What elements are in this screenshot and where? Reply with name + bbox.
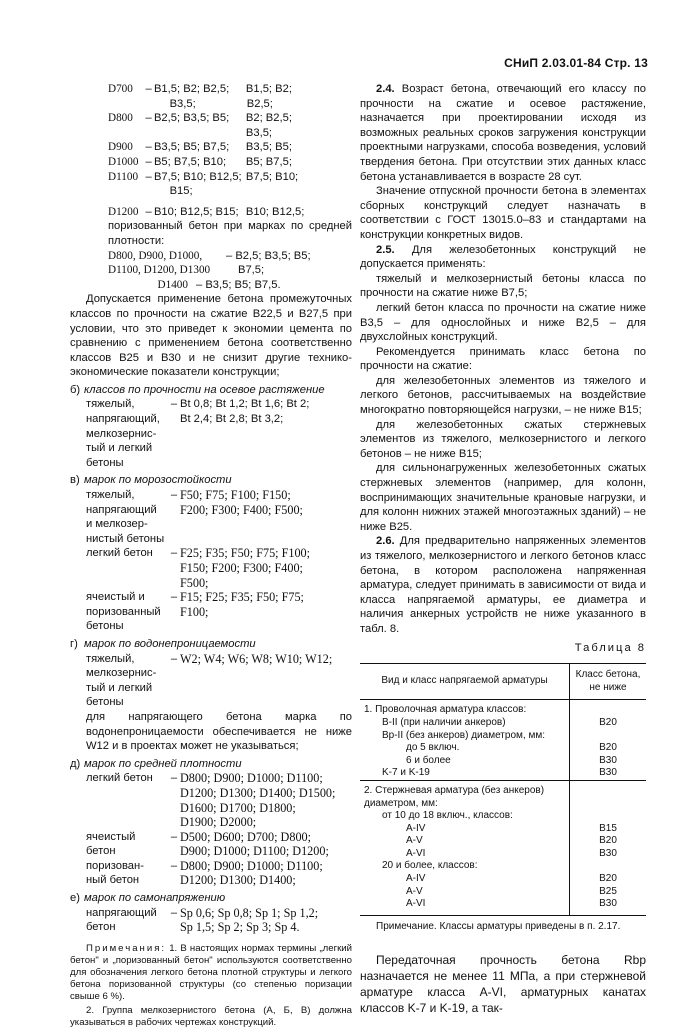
- reinforcement-type: 2. Стержневая арматура (без анкеров) диаметром, мм:: [360, 780, 570, 810]
- concrete-class: [570, 780, 647, 810]
- grade-row: D700 – B1,5; B2; B2,5; B1,5; B2;: [108, 83, 292, 95]
- porous-intro: поризованный бетон при марках по средней плотности:: [108, 220, 352, 247]
- notes-label: Примечания:: [86, 942, 167, 954]
- tensile-classes: тяжелый, – Bt 0,8; Bt 1,2; Bt 1,6; Bt 2; напрягающий, Bt 2,4; Bt 2,8; Bt 3,2; мелкозернис- тый и легкий бетоны: [86, 398, 310, 469]
- reinforcement-type: A-VI: [360, 848, 570, 861]
- table-row: [360, 835, 646, 848]
- list-item-b: б) классов по прочности на осевое растяжение: [70, 383, 325, 396]
- density-grades: легкий бетон – D800; D900; D1000; D1100; D1200; D1300; D1400; D1500; D1600; D1700; D1800; D1900; D2000; ячеистый – D500; D600; D700; D800; бетон D900; D1000; D1100; D1200; поризован- – D800; D900; D1000; D1100; ный бетон D1200; D1300; D1400;: [86, 771, 336, 888]
- paragraph-final: Передаточная прочность бетона Rbp назначается не менее 11 МПа, а при стержневой арматуре класса A-VI, арматурных канатах классов K-7 и K-19, а так-: [360, 953, 646, 1016]
- note-1: 1. В настоящих нормах термины „легкий бетон" и „поризованный бетон" используются соответственно для обозначения легкого бетона плотной структуры и легкого бетона поризованной структуры (со степенью поризации свыше 6 %).: [70, 942, 352, 1002]
- table-row: [360, 742, 646, 755]
- paragraph-2-6: 2.6. Для предварительно напряженных элементов из тяжелого, мелкозернистого и легкого бетонов класс бетона, в котором расположена напряженная арматура, следует принимать в зависимости от вида и класса напрягаемой арматуры, ее диаметра и наличия анкерных устройств не ниже указанного в табл. 8.: [360, 535, 646, 635]
- concrete-class: B30: [599, 767, 617, 779]
- concrete-class: [570, 810, 647, 823]
- table-note: Примечание. Классы арматуры приведены в п. 2.17.: [376, 920, 621, 932]
- reinforcement-type: Bp-II (без анкеров) диаметром, мм:: [360, 730, 570, 743]
- table-header-type: Вид и класс напрягаемой арматуры: [360, 664, 570, 700]
- table-row: [360, 886, 646, 899]
- grade-row: B15;: [169, 185, 193, 198]
- list-item-v: в) марок по морозостойкости: [70, 474, 232, 487]
- table-row: [360, 860, 646, 873]
- porous-grades: D800, D900, D1000, – B2,5; B3,5; B5; D1100, D1200, D1300 B7,5; D1400 – B3,5; B5; B7,5.: [108, 249, 311, 291]
- paragraph-intermediate-classes: Допускается применение бетона промежуточных классов по прочности на сжатие B22,5 и B27,5 при условии, что это приведет к экономии цемента по сравнению с применением бетона соответственно классов B25 и B30 и не снизит другие технико-экономические показатели конструкции;: [70, 293, 352, 379]
- reinforcement-type: A-V: [360, 886, 570, 899]
- water-grades: тяжелый, – W2; W4; W6; W8; W10; W12; мелкозернис- тый и легкий бетоны: [86, 651, 333, 709]
- table-row: [360, 700, 646, 717]
- concrete-class: B30: [570, 898, 647, 915]
- list-item-g: г) марок по водонепроницаемости: [70, 637, 256, 650]
- grade-row: B3,5;: [245, 126, 273, 139]
- concrete-class: B25: [599, 885, 617, 897]
- table-row: [360, 848, 646, 861]
- concrete-class: [570, 860, 647, 873]
- concrete-class: B15: [599, 822, 617, 834]
- table-row: [360, 873, 646, 886]
- left-column: [70, 82, 352, 1029]
- table-title: Таблица 8: [574, 641, 646, 654]
- reinforcement-type: 6 и более: [360, 755, 570, 768]
- table-header-class: Класс бетона, не ниже: [570, 664, 647, 700]
- grade-row: D900 – B3,5; B5; B7,5; B3,5; B5;: [108, 141, 292, 154]
- reinforcement-type: A-VI: [360, 898, 570, 915]
- reinforcement-type: 1. Проволочная арматура классов:: [360, 700, 570, 717]
- reinforcement-type: B-II (при наличии анкеров): [360, 717, 570, 730]
- table-row: [360, 730, 646, 743]
- page-header: СНиП 2.03.01-84 Стр. 13: [504, 56, 648, 70]
- grade-row: D1000 – B5; B7,5; B10; B5; B7,5;: [108, 155, 292, 168]
- paragraph-2-5d: для железобетонных элементов из тяжелого и легкого бетонов, рассчитываемых на воздействие многократно повторяющейся нагрузки, – не ниже B15;: [360, 374, 646, 417]
- paragraph-2-4: 2.4. Возраст бетона, отвечающий его классу по прочности на сжатие и осевое растяжение, назначается при проектировании исходя из возможных реальных сроков загружения конструкции проектными нагрузками, способа возведения, условий твердения бетона. При отсутствии этих данных класс бетона устанавливается в возрасте 28 сут.: [360, 83, 647, 183]
- paragraph-2-5b: легкий бетон класса по прочности на сжатие ниже B3,5 – для однослойных и ниже B2,5 – для двухслойных конструкций.: [360, 301, 646, 344]
- list-item-e: е) марок по самонапряжению: [70, 892, 226, 905]
- paragraph-2-4b: Значение отпускной прочности бетона в элементах сборных конструкций следует назначать в соответствии с ГОСТ 13015.0–83 и стандартами на конструкции конкретных видов.: [360, 185, 646, 241]
- paragraph-2-5c: Рекомендуется принимать класс бетона по прочности на сжатие:: [360, 345, 646, 373]
- paragraph-2-5: 2.5. Для железобетонных конструкций не допускается применять:: [360, 243, 646, 271]
- reinforcement-type: до 5 включ.: [360, 742, 570, 755]
- table-row: [360, 810, 646, 823]
- concrete-class: B20: [599, 873, 617, 885]
- self-stress-grades: напрягающий – Sp 0,6; Sp 0,8; Sp 1; Sp 1,2; бетон Sp 1,5; Sp 2; Sp 3; Sp 4.: [86, 905, 319, 935]
- notes: [70, 943, 352, 1029]
- paragraph-2-5e: для железобетонных сжатых стержневых элементов из тяжелого, мелкозернистого и легкого бетонов – не ниже B15;: [360, 418, 646, 460]
- note-2: 2. Группа мелкозернистого бетона (А, Б, В) должна указываться в рабочих чертежах конструкций.: [70, 1004, 352, 1028]
- concrete-class: B20: [599, 716, 617, 728]
- grade-row: D1200 – B10; B12,5; B15; B10; B12,5;: [108, 205, 305, 218]
- grade-row: B3,5; B2,5;: [169, 97, 273, 110]
- lightweight-grade-table: [108, 82, 352, 219]
- water-tail: для напрягающего бетона марка по водонепроницаемости обеспечивается не ниже W12 и в проектах может не указываться;: [86, 710, 352, 753]
- reinforcement-type: K-7 и K-19: [360, 767, 570, 780]
- paragraph-2-5f: для сильнонагруженных железобетонных сжатых стержневых элементов (например, для колонн, воспринимающих значительные крановые нагрузки, и для колонн нижних этажей многоэтажных зданий) – не ниже B25.: [360, 462, 646, 533]
- grade-row: D1100 – B7,5; B10; B12,5; B7,5; B10;: [108, 170, 299, 183]
- table-row: [360, 780, 646, 810]
- reinforcement-type: A-IV: [360, 873, 570, 886]
- table-row: [360, 755, 646, 768]
- reinforcement-type: 20 и более, классов:: [360, 860, 570, 873]
- concrete-class: B30: [599, 847, 617, 859]
- concrete-class: B30: [599, 754, 617, 766]
- reinforcement-type: A-V: [360, 835, 570, 848]
- concrete-class: [570, 730, 647, 743]
- reinforcement-type: A-IV: [360, 823, 570, 836]
- table-row: [360, 717, 646, 730]
- reinforcement-type: от 10 до 18 включ., классов:: [360, 810, 570, 823]
- right-column: [360, 82, 646, 1016]
- concrete-class: B20: [599, 835, 617, 847]
- frost-grades: тяжелый, – F50; F75; F100; F150; напрягающий F200; F300; F400; F500; и мелкозер- нистый бетоны легкий бетон – F25; F35; F50; F75; F100; F150; F200; F300; F400; F500; ячеистый и – F15; F25; F35; F50; F75; поризованный F100; бетоны: [86, 488, 311, 633]
- concrete-class: B20: [599, 742, 617, 754]
- table-row: [360, 767, 646, 780]
- table-8: [360, 663, 646, 916]
- concrete-class: [570, 700, 647, 717]
- grade-row: D800 – B2,5; B3,5; B5; B2; B2,5;: [108, 112, 292, 125]
- table-row: [360, 898, 646, 915]
- table-row: [360, 823, 646, 836]
- list-item-d: д) марок по средней плотности: [70, 757, 242, 770]
- paragraph-2-5a: тяжелый и мелкозернистый бетоны класса по прочности на сжатие ниже B7,5;: [360, 272, 646, 300]
